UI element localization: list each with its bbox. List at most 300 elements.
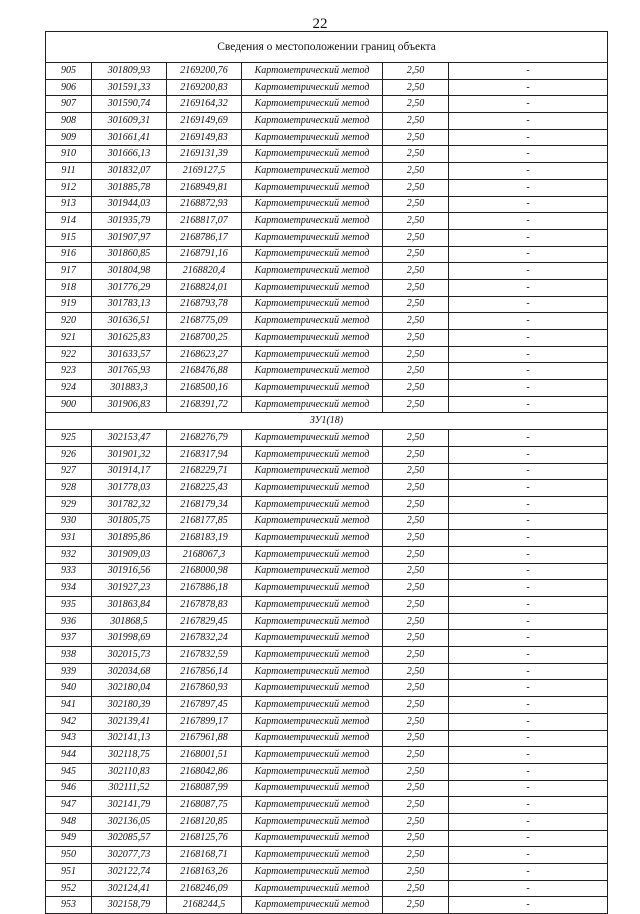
description-cell: - — [449, 630, 608, 647]
coord-x-cell: 301935,79 — [92, 213, 167, 230]
page-number: 22 — [312, 16, 328, 32]
method-cell: Картометрический метод — [242, 663, 383, 680]
precision-cell: 2,50 — [383, 446, 449, 463]
point-number-cell: 918 — [46, 279, 92, 296]
coord-x-cell: 301804,98 — [92, 263, 167, 280]
description-cell: - — [449, 446, 608, 463]
precision-cell: 2,50 — [383, 196, 449, 213]
point-number-cell: 941 — [46, 697, 92, 714]
description-cell: - — [449, 647, 608, 664]
point-number-cell: 900 — [46, 396, 92, 413]
method-cell: Картометрический метод — [242, 713, 383, 730]
method-cell: Картометрический метод — [242, 530, 383, 547]
coord-y-cell: 2168067,3 — [167, 546, 242, 563]
coord-x-cell: 302124,41 — [92, 880, 167, 897]
description-cell: - — [449, 880, 608, 897]
precision-cell: 2,50 — [383, 63, 449, 80]
precision-cell: 2,50 — [383, 113, 449, 130]
table-row — [46, 79, 608, 96]
description-cell: - — [449, 313, 608, 330]
method-cell: Картометрический метод — [242, 697, 383, 714]
coord-x-cell: 302141,13 — [92, 730, 167, 747]
description-cell: - — [449, 330, 608, 347]
coord-y-cell: 2167897,45 — [167, 697, 242, 714]
description-cell: - — [449, 847, 608, 864]
description-cell: - — [449, 580, 608, 597]
method-cell: Картометрический метод — [242, 680, 383, 697]
description-cell: - — [449, 430, 608, 447]
precision-cell: 2,50 — [383, 797, 449, 814]
description-cell: - — [449, 697, 608, 714]
coord-y-cell: 2167886,18 — [167, 580, 242, 597]
point-number-cell: 946 — [46, 780, 92, 797]
precision-cell: 2,50 — [383, 396, 449, 413]
table-row — [46, 229, 608, 246]
method-cell: Картометрический метод — [242, 847, 383, 864]
description-cell: - — [449, 296, 608, 313]
method-cell: Картометрический метод — [242, 113, 383, 130]
coord-x-cell: 302110,83 — [92, 763, 167, 780]
coord-y-cell: 2168177,85 — [167, 513, 242, 530]
coord-y-cell: 2168120,85 — [167, 813, 242, 830]
method-cell: Картометрический метод — [242, 96, 383, 113]
table-title-row — [46, 32, 608, 63]
precision-cell: 2,50 — [383, 847, 449, 864]
method-cell: Картометрический метод — [242, 179, 383, 196]
precision-cell: 2,50 — [383, 96, 449, 113]
precision-cell: 2,50 — [383, 229, 449, 246]
coord-y-cell: 2168087,99 — [167, 780, 242, 797]
table-body — [46, 32, 608, 914]
coord-y-cell: 2168793,78 — [167, 296, 242, 313]
description-cell: - — [449, 546, 608, 563]
coord-x-cell: 301776,29 — [92, 279, 167, 296]
table-row — [46, 613, 608, 630]
method-cell: Картометрический метод — [242, 613, 383, 630]
method-cell: Картометрический метод — [242, 63, 383, 80]
method-cell: Картометрический метод — [242, 79, 383, 96]
point-number-cell: 929 — [46, 496, 92, 513]
description-cell: - — [449, 63, 608, 80]
coord-x-cell: 301927,23 — [92, 580, 167, 597]
precision-cell: 2,50 — [383, 864, 449, 881]
table-row — [46, 480, 608, 497]
method-cell: Картометрический метод — [242, 880, 383, 897]
precision-cell: 2,50 — [383, 546, 449, 563]
table-row — [46, 563, 608, 580]
point-number-cell: 948 — [46, 813, 92, 830]
table-row — [46, 313, 608, 330]
method-cell: Картометрический метод — [242, 163, 383, 180]
point-number-cell: 936 — [46, 613, 92, 630]
point-number-cell: 915 — [46, 229, 92, 246]
method-cell: Картометрический метод — [242, 346, 383, 363]
description-cell: - — [449, 897, 608, 914]
point-number-cell: 920 — [46, 313, 92, 330]
coord-y-cell: 2168949,81 — [167, 179, 242, 196]
method-cell: Картометрический метод — [242, 279, 383, 296]
table-row — [46, 179, 608, 196]
coord-x-cell: 302180,04 — [92, 680, 167, 697]
precision-cell: 2,50 — [383, 296, 449, 313]
description-cell: - — [449, 713, 608, 730]
point-number-cell: 930 — [46, 513, 92, 530]
table-row — [46, 847, 608, 864]
precision-cell: 2,50 — [383, 580, 449, 597]
precision-cell: 2,50 — [383, 246, 449, 263]
point-number-cell: 923 — [46, 363, 92, 380]
coord-y-cell: 2169149,83 — [167, 129, 242, 146]
table-row — [46, 730, 608, 747]
description-cell: - — [449, 279, 608, 296]
method-cell: Картометрический метод — [242, 496, 383, 513]
coord-x-cell: 301868,5 — [92, 613, 167, 630]
coord-x-cell: 302158,79 — [92, 897, 167, 914]
method-cell: Картометрический метод — [242, 213, 383, 230]
point-number-cell: 907 — [46, 96, 92, 113]
table-row — [46, 680, 608, 697]
precision-cell: 2,50 — [383, 513, 449, 530]
point-number-cell: 924 — [46, 380, 92, 397]
coord-x-cell: 302153,47 — [92, 430, 167, 447]
method-cell: Картометрический метод — [242, 296, 383, 313]
coord-x-cell: 301778,03 — [92, 480, 167, 497]
method-cell: Картометрический метод — [242, 864, 383, 881]
description-cell: - — [449, 613, 608, 630]
point-number-cell: 926 — [46, 446, 92, 463]
coord-y-cell: 2168872,93 — [167, 196, 242, 213]
precision-cell: 2,50 — [383, 697, 449, 714]
point-number-cell: 911 — [46, 163, 92, 180]
coord-y-cell: 2168623,27 — [167, 346, 242, 363]
method-cell: Картометрический метод — [242, 396, 383, 413]
point-number-cell: 949 — [46, 830, 92, 847]
table-row — [46, 864, 608, 881]
point-number-cell: 938 — [46, 647, 92, 664]
description-cell: - — [449, 129, 608, 146]
point-number-cell: 951 — [46, 864, 92, 881]
precision-cell: 2,50 — [383, 213, 449, 230]
method-cell: Картометрический метод — [242, 363, 383, 380]
method-cell: Картометрический метод — [242, 146, 383, 163]
coord-x-cell: 301591,33 — [92, 79, 167, 96]
coord-y-cell: 2168183,19 — [167, 530, 242, 547]
coord-x-cell: 301906,83 — [92, 396, 167, 413]
coord-y-cell: 2167832,59 — [167, 647, 242, 664]
precision-cell: 2,50 — [383, 680, 449, 697]
description-cell: - — [449, 96, 608, 113]
coord-x-cell: 301863,84 — [92, 597, 167, 614]
description-cell: - — [449, 496, 608, 513]
coord-x-cell: 302015,73 — [92, 647, 167, 664]
precision-cell: 2,50 — [383, 563, 449, 580]
description-cell: - — [449, 813, 608, 830]
coord-y-cell: 2167856,14 — [167, 663, 242, 680]
coord-x-cell: 301666,13 — [92, 146, 167, 163]
coord-x-cell: 302139,41 — [92, 713, 167, 730]
table-row — [46, 880, 608, 897]
method-cell: Картометрический метод — [242, 580, 383, 597]
table-row — [46, 780, 608, 797]
coord-y-cell: 2168786,17 — [167, 229, 242, 246]
precision-cell: 2,50 — [383, 530, 449, 547]
table-row — [46, 129, 608, 146]
table-row — [46, 263, 608, 280]
description-cell: - — [449, 663, 608, 680]
method-cell: Картометрический метод — [242, 513, 383, 530]
precision-cell: 2,50 — [383, 346, 449, 363]
method-cell: Картометрический метод — [242, 897, 383, 914]
precision-cell: 2,50 — [383, 363, 449, 380]
method-cell: Картометрический метод — [242, 630, 383, 647]
coord-y-cell: 2168244,5 — [167, 897, 242, 914]
coord-x-cell: 302118,75 — [92, 747, 167, 764]
coord-x-cell: 301885,78 — [92, 179, 167, 196]
table-row — [46, 279, 608, 296]
coord-y-cell: 2168168,71 — [167, 847, 242, 864]
coord-x-cell: 301609,31 — [92, 113, 167, 130]
coord-x-cell: 301765,93 — [92, 363, 167, 380]
method-cell: Картометрический метод — [242, 647, 383, 664]
description-cell: - — [449, 513, 608, 530]
precision-cell: 2,50 — [383, 430, 449, 447]
precision-cell: 2,50 — [383, 663, 449, 680]
precision-cell: 2,50 — [383, 330, 449, 347]
description-cell: - — [449, 113, 608, 130]
coord-y-cell: 2167860,93 — [167, 680, 242, 697]
coord-y-cell: 2167899,17 — [167, 713, 242, 730]
method-cell: Картометрический метод — [242, 229, 383, 246]
coord-x-cell: 301832,07 — [92, 163, 167, 180]
point-number-cell: 940 — [46, 680, 92, 697]
description-cell: - — [449, 563, 608, 580]
table-row — [46, 380, 608, 397]
point-number-cell: 950 — [46, 847, 92, 864]
precision-cell: 2,50 — [383, 613, 449, 630]
point-number-cell: 931 — [46, 530, 92, 547]
coord-y-cell: 2168225,43 — [167, 480, 242, 497]
table-row — [46, 546, 608, 563]
coord-y-cell: 2168001,51 — [167, 747, 242, 764]
coord-x-cell: 301998,69 — [92, 630, 167, 647]
point-number-cell: 908 — [46, 113, 92, 130]
table-title: Сведения о местоположении границ объекта — [46, 32, 608, 63]
table-row — [46, 430, 608, 447]
table-row — [46, 113, 608, 130]
description-cell: - — [449, 229, 608, 246]
point-number-cell: 943 — [46, 730, 92, 747]
description-cell: - — [449, 163, 608, 180]
coord-y-cell: 2169127,5 — [167, 163, 242, 180]
description-cell: - — [449, 530, 608, 547]
point-number-cell: 921 — [46, 330, 92, 347]
table-row — [46, 813, 608, 830]
method-cell: Картометрический метод — [242, 597, 383, 614]
description-cell: - — [449, 680, 608, 697]
coord-y-cell: 2168791,16 — [167, 246, 242, 263]
precision-cell: 2,50 — [383, 763, 449, 780]
coord-y-cell: 2169164,32 — [167, 96, 242, 113]
precision-cell: 2,50 — [383, 830, 449, 847]
table-row — [46, 713, 608, 730]
description-cell: - — [449, 179, 608, 196]
precision-cell: 2,50 — [383, 163, 449, 180]
table-row — [46, 146, 608, 163]
coord-y-cell: 2168229,71 — [167, 463, 242, 480]
section-label: ЗУ1(18) — [46, 413, 608, 430]
precision-cell: 2,50 — [383, 463, 449, 480]
description-cell: - — [449, 830, 608, 847]
table-row — [46, 330, 608, 347]
precision-cell: 2,50 — [383, 747, 449, 764]
precision-cell: 2,50 — [383, 897, 449, 914]
boundary-table — [45, 31, 608, 914]
precision-cell: 2,50 — [383, 780, 449, 797]
table-row — [46, 63, 608, 80]
method-cell: Картометрический метод — [242, 763, 383, 780]
coord-x-cell: 301661,41 — [92, 129, 167, 146]
coord-y-cell: 2167878,83 — [167, 597, 242, 614]
method-cell: Картометрический метод — [242, 246, 383, 263]
method-cell: Картометрический метод — [242, 797, 383, 814]
precision-cell: 2,50 — [383, 480, 449, 497]
coord-x-cell: 301901,32 — [92, 446, 167, 463]
method-cell: Картометрический метод — [242, 430, 383, 447]
precision-cell: 2,50 — [383, 813, 449, 830]
point-number-cell: 928 — [46, 480, 92, 497]
coord-x-cell: 301883,3 — [92, 380, 167, 397]
table-row — [46, 747, 608, 764]
coord-y-cell: 2169200,83 — [167, 79, 242, 96]
coord-x-cell: 301916,56 — [92, 563, 167, 580]
coord-y-cell: 2168820,4 — [167, 263, 242, 280]
table-row — [46, 580, 608, 597]
method-cell: Картометрический метод — [242, 313, 383, 330]
method-cell: Картометрический метод — [242, 263, 383, 280]
precision-cell: 2,50 — [383, 730, 449, 747]
coord-x-cell: 301944,03 — [92, 196, 167, 213]
coord-y-cell: 2169200,76 — [167, 63, 242, 80]
table-row — [46, 697, 608, 714]
precision-cell: 2,50 — [383, 279, 449, 296]
coord-y-cell: 2168391,72 — [167, 396, 242, 413]
point-number-cell: 939 — [46, 663, 92, 680]
table-row — [46, 530, 608, 547]
precision-cell: 2,50 — [383, 79, 449, 96]
table-row — [46, 597, 608, 614]
point-number-cell: 942 — [46, 713, 92, 730]
precision-cell: 2,50 — [383, 630, 449, 647]
coord-y-cell: 2168125,76 — [167, 830, 242, 847]
method-cell: Картометрический метод — [242, 563, 383, 580]
precision-cell: 2,50 — [383, 597, 449, 614]
point-number-cell: 925 — [46, 430, 92, 447]
description-cell: - — [449, 263, 608, 280]
coord-y-cell: 2168179,34 — [167, 496, 242, 513]
point-number-cell: 917 — [46, 263, 92, 280]
coord-x-cell: 301909,03 — [92, 546, 167, 563]
coord-y-cell: 2169131,39 — [167, 146, 242, 163]
table-row — [46, 897, 608, 914]
coord-x-cell: 302077,73 — [92, 847, 167, 864]
point-number-cell: 919 — [46, 296, 92, 313]
table-row — [46, 96, 608, 113]
coord-x-cell: 301633,57 — [92, 346, 167, 363]
coord-y-cell: 2168817,07 — [167, 213, 242, 230]
coord-y-cell: 2168775,09 — [167, 313, 242, 330]
coord-y-cell: 2168042,86 — [167, 763, 242, 780]
coord-y-cell: 2168246,09 — [167, 880, 242, 897]
method-cell: Картометрический метод — [242, 730, 383, 747]
description-cell: - — [449, 213, 608, 230]
point-number-cell: 910 — [46, 146, 92, 163]
point-number-cell: 914 — [46, 213, 92, 230]
coord-x-cell: 301809,93 — [92, 63, 167, 80]
table-row — [46, 296, 608, 313]
method-cell: Картометрический метод — [242, 546, 383, 563]
method-cell: Картометрический метод — [242, 463, 383, 480]
point-number-cell: 945 — [46, 763, 92, 780]
description-cell: - — [449, 797, 608, 814]
description-cell: - — [449, 864, 608, 881]
description-cell: - — [449, 396, 608, 413]
description-cell: - — [449, 780, 608, 797]
description-cell: - — [449, 747, 608, 764]
description-cell: - — [449, 463, 608, 480]
coord-x-cell: 301783,13 — [92, 296, 167, 313]
precision-cell: 2,50 — [383, 263, 449, 280]
coord-y-cell: 2168163,26 — [167, 864, 242, 881]
table-row — [46, 213, 608, 230]
description-cell: - — [449, 380, 608, 397]
coord-x-cell: 302034,68 — [92, 663, 167, 680]
coord-y-cell: 2167961,88 — [167, 730, 242, 747]
precision-cell: 2,50 — [383, 313, 449, 330]
description-cell: - — [449, 146, 608, 163]
table-row — [46, 647, 608, 664]
coord-x-cell: 301805,75 — [92, 513, 167, 530]
table-row — [46, 463, 608, 480]
coord-x-cell: 302180,39 — [92, 697, 167, 714]
coord-y-cell: 2167829,45 — [167, 613, 242, 630]
precision-cell: 2,50 — [383, 880, 449, 897]
coord-x-cell: 301625,83 — [92, 330, 167, 347]
table-row — [46, 630, 608, 647]
point-number-cell: 927 — [46, 463, 92, 480]
precision-cell: 2,50 — [383, 129, 449, 146]
coord-y-cell: 2168476,88 — [167, 363, 242, 380]
point-number-cell: 937 — [46, 630, 92, 647]
coord-x-cell: 302136,05 — [92, 813, 167, 830]
description-cell: - — [449, 363, 608, 380]
table-row — [46, 363, 608, 380]
description-cell: - — [449, 730, 608, 747]
point-number-cell: 909 — [46, 129, 92, 146]
point-number-cell: 906 — [46, 79, 92, 96]
method-cell: Картометрический метод — [242, 129, 383, 146]
point-number-cell: 944 — [46, 747, 92, 764]
method-cell: Картометрический метод — [242, 380, 383, 397]
section-row — [46, 413, 608, 430]
point-number-cell: 905 — [46, 63, 92, 80]
method-cell: Картометрический метод — [242, 196, 383, 213]
method-cell: Картометрический метод — [242, 780, 383, 797]
precision-cell: 2,50 — [383, 647, 449, 664]
description-cell: - — [449, 346, 608, 363]
coord-x-cell: 301782,32 — [92, 496, 167, 513]
table-row — [46, 830, 608, 847]
coord-y-cell: 2168824,01 — [167, 279, 242, 296]
